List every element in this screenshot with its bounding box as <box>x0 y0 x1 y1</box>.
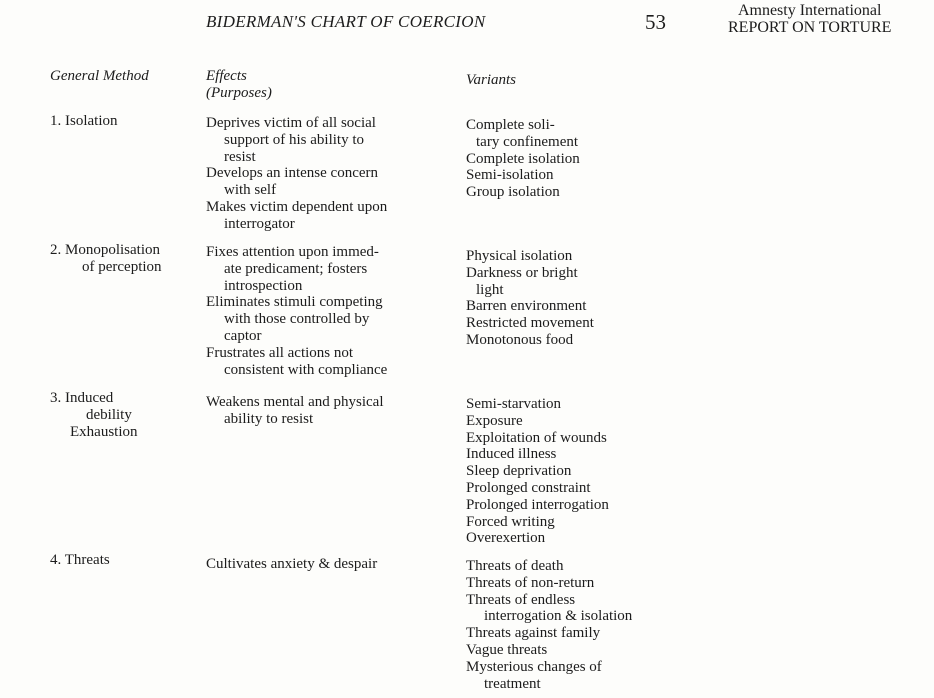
method-cell <box>50 242 162 276</box>
effects-line: ate predicament; fosters <box>224 260 368 277</box>
variants-cell <box>466 558 632 692</box>
effects-line: Deprives victim of all social <box>206 115 376 131</box>
page-number: 53 <box>645 10 666 34</box>
column-header-effects-line-2: (Purposes) <box>206 85 272 101</box>
effects-line: captor <box>224 327 262 344</box>
effects-line: Develops an intense concern <box>206 165 379 182</box>
effects-cell <box>206 244 387 378</box>
effects-line: with those controlled by <box>224 311 370 328</box>
method-line: 4. Threats <box>50 552 110 568</box>
effects-line: Weakens mental and physical <box>206 394 384 410</box>
method-line: 3. Induced <box>50 390 114 406</box>
source-line-1: Amnesty International <box>737 2 882 19</box>
variants-line: Threats of death <box>466 558 564 574</box>
variants-cell <box>466 248 594 349</box>
variants-line: Darkness or bright <box>466 264 578 281</box>
effects-line: Cultivates anxiety & despair <box>206 556 378 572</box>
effects-line: Fixes attention upon immed- <box>206 244 379 260</box>
method-line: 2. Monopolisation <box>50 242 161 258</box>
effects-cell <box>206 394 383 428</box>
effects-line: support of his ability to <box>224 131 364 148</box>
variants-line: Complete isolation <box>466 150 580 167</box>
variants-line: Restricted movement <box>466 315 594 332</box>
method-cell <box>50 552 110 569</box>
method-line: of perception <box>82 258 162 275</box>
variants-line: Exposure <box>466 412 523 429</box>
variants-line: Semi-starvation <box>466 396 561 412</box>
variants-line: Prolonged interrogation <box>466 496 609 513</box>
page-title: BIDERMAN'S CHART OF COERCION <box>206 12 486 31</box>
variants-line: Complete soli- <box>466 117 555 133</box>
variants-line: Monotonous food <box>466 331 574 348</box>
method-line: Exhaustion <box>70 423 138 440</box>
effects-cell <box>206 115 387 233</box>
column-header-effects-line-1: Effects <box>206 68 247 84</box>
method-cell <box>50 390 138 440</box>
source-line-2: REPORT ON TORTURE <box>728 19 892 36</box>
variants-cell <box>466 117 580 201</box>
source-label <box>728 2 891 36</box>
variants-line: Physical isolation <box>466 248 573 264</box>
method-line: debility <box>86 406 132 423</box>
variants-line: Mysterious changes of <box>466 658 602 675</box>
variants-line: interrogation & isolation <box>484 608 633 625</box>
effects-line: interrogator <box>224 215 295 232</box>
variants-line: Overexertion <box>466 530 546 547</box>
effects-line: Frustrates all actions not <box>206 344 354 361</box>
variants-line: tary confinement <box>476 133 579 150</box>
effects-line: with self <box>224 182 277 199</box>
variants-line: Prolonged constraint <box>466 479 591 496</box>
method-line: 1. Isolation <box>50 113 118 129</box>
variants-line: light <box>476 281 504 298</box>
variants-line: Threats of endless <box>466 591 576 608</box>
column-header-variants: Variants <box>466 72 517 88</box>
variants-line: Forced writing <box>466 513 555 530</box>
column-header-method: General Method <box>50 68 149 84</box>
effects-line: resist <box>224 148 256 165</box>
variants-line: Threats of non-return <box>466 574 595 591</box>
effects-line: ability to resist <box>224 410 314 427</box>
effects-line: Makes victim dependent upon <box>206 198 388 215</box>
effects-cell <box>206 556 377 573</box>
variants-line: Sleep deprivation <box>466 463 572 480</box>
column-header-effects <box>206 68 272 102</box>
variants-line: Semi-isolation <box>466 167 554 184</box>
variants-line: Barren environment <box>466 298 587 315</box>
effects-line: introspection <box>224 277 303 294</box>
variants-line: Induced illness <box>466 446 557 463</box>
effects-line: Eliminates stimuli competing <box>206 294 383 311</box>
effects-line: consistent with compliance <box>224 361 388 378</box>
variants-line: Group isolation <box>466 184 560 201</box>
variants-line: treatment <box>484 675 541 692</box>
variants-line: Vague threats <box>466 641 548 658</box>
variants-line: Exploitation of wounds <box>466 429 607 446</box>
method-cell <box>50 113 118 130</box>
variants-line: Threats against family <box>466 625 601 642</box>
variants-cell <box>466 396 609 547</box>
